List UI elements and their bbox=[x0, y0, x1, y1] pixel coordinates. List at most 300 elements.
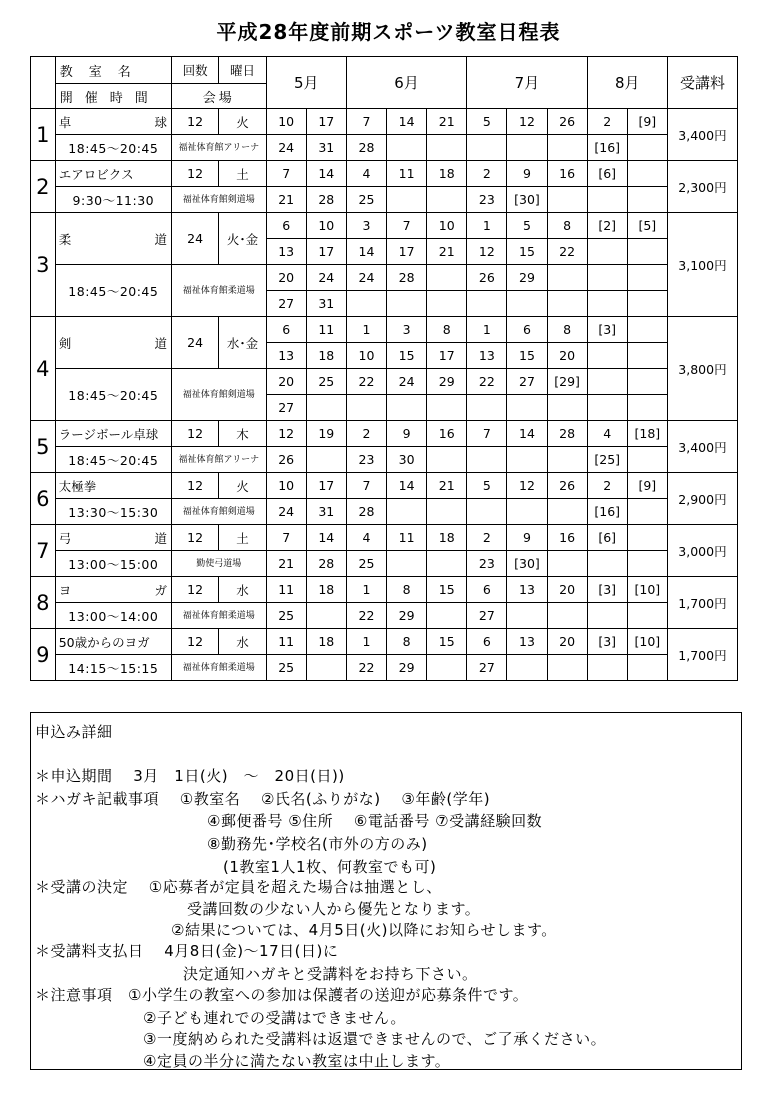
date-cell: [30] bbox=[507, 551, 547, 577]
date-cell: 26 bbox=[467, 265, 507, 291]
date-cell: 16 bbox=[427, 421, 467, 447]
date-cell: 17 bbox=[306, 473, 346, 499]
class-name-text bbox=[59, 165, 171, 183]
date-cell bbox=[627, 499, 667, 525]
date-cell: [30] bbox=[507, 187, 547, 213]
class-time: 18:45～20:45 bbox=[55, 369, 171, 421]
date-cell: 22 bbox=[346, 369, 386, 395]
class-venue: 福祉体育館剣道場 bbox=[171, 187, 266, 213]
date-cell: 15 bbox=[427, 577, 467, 603]
date-cell: 28 bbox=[306, 187, 346, 213]
date-cell bbox=[507, 603, 547, 629]
date-cell bbox=[547, 265, 587, 291]
class-name-right: 道 bbox=[154, 530, 167, 546]
schedule-table bbox=[30, 56, 738, 681]
class-number: 8 bbox=[31, 577, 56, 629]
date-cell: 6 bbox=[467, 629, 507, 655]
details-line: ②子ども連れでの受講はできません。 bbox=[143, 1009, 406, 1027]
date-cell: 11 bbox=[266, 629, 306, 655]
class-name-text bbox=[59, 581, 171, 599]
date-cell bbox=[467, 291, 507, 317]
class-venue: 福祉体育館柔道場 bbox=[171, 603, 266, 629]
date-cell: 24 bbox=[266, 135, 306, 161]
date-cell: 21 bbox=[427, 109, 467, 135]
class-count: 12 bbox=[171, 629, 218, 655]
date-cell: 13 bbox=[467, 343, 507, 369]
date-cell: 8 bbox=[547, 213, 587, 239]
date-cell: 25 bbox=[306, 369, 346, 395]
date-cell bbox=[627, 239, 667, 265]
date-cell: 27 bbox=[467, 655, 507, 681]
class-time: 13:00～15:00 bbox=[55, 551, 171, 577]
date-cell: 19 bbox=[306, 421, 346, 447]
date-cell: [18] bbox=[627, 421, 667, 447]
date-cell: 10 bbox=[427, 213, 467, 239]
date-cell: 29 bbox=[387, 655, 427, 681]
class-time: 18:45～20:45 bbox=[55, 265, 171, 317]
date-cell bbox=[587, 603, 627, 629]
class-name-right: 球 bbox=[154, 114, 167, 130]
date-cell: 7 bbox=[266, 161, 306, 187]
class-venue: 福祉体育館剣道場 bbox=[171, 499, 266, 525]
date-cell bbox=[427, 551, 467, 577]
details-line: ＊ハガキ記載事項 ①教室名 ②氏名(ふりがな) ③年齢(学年) bbox=[35, 790, 491, 808]
class-name-left: ヨ bbox=[58, 582, 72, 598]
date-cell: 2 bbox=[467, 161, 507, 187]
date-cell bbox=[547, 395, 587, 421]
date-cell bbox=[547, 655, 587, 681]
date-cell bbox=[427, 655, 467, 681]
date-cell: 5 bbox=[467, 109, 507, 135]
date-cell bbox=[587, 265, 627, 291]
header-weekday: 曜日 bbox=[219, 57, 266, 84]
date-cell bbox=[306, 655, 346, 681]
class-fee: 1,700円 bbox=[667, 629, 737, 681]
class-name-left: 剣 bbox=[58, 335, 72, 351]
table-row bbox=[31, 629, 738, 655]
date-cell bbox=[587, 551, 627, 577]
date-cell: 2 bbox=[587, 109, 627, 135]
date-cell: 28 bbox=[346, 499, 386, 525]
class-count: 12 bbox=[171, 109, 218, 135]
class-fee: 2,300円 bbox=[667, 161, 737, 213]
date-cell: 24 bbox=[387, 369, 427, 395]
table-row bbox=[31, 525, 738, 551]
class-number: 2 bbox=[31, 161, 56, 213]
date-cell: 13 bbox=[507, 577, 547, 603]
class-name-right: 道 bbox=[154, 335, 167, 351]
details-line: 申込み詳細 bbox=[35, 723, 113, 741]
class-count: 12 bbox=[171, 525, 218, 551]
date-cell bbox=[587, 291, 627, 317]
date-cell: 1 bbox=[346, 629, 386, 655]
date-cell: 16 bbox=[547, 525, 587, 551]
table-row bbox=[31, 603, 738, 629]
date-cell: 14 bbox=[346, 239, 386, 265]
date-cell: 8 bbox=[427, 317, 467, 343]
date-cell: 26 bbox=[547, 109, 587, 135]
date-cell bbox=[547, 551, 587, 577]
date-cell: 23 bbox=[346, 447, 386, 473]
date-cell: [29] bbox=[547, 369, 587, 395]
header-month: 8月 bbox=[587, 57, 667, 109]
date-cell: 28 bbox=[306, 551, 346, 577]
class-weekday: 火 bbox=[219, 473, 266, 499]
date-cell: 10 bbox=[266, 109, 306, 135]
date-cell: [5] bbox=[627, 213, 667, 239]
date-cell: 20 bbox=[266, 369, 306, 395]
date-cell bbox=[427, 395, 467, 421]
date-cell bbox=[627, 447, 667, 473]
date-cell: 5 bbox=[467, 473, 507, 499]
date-cell: [16] bbox=[587, 135, 627, 161]
date-cell bbox=[306, 395, 346, 421]
date-cell: 18 bbox=[306, 343, 346, 369]
class-name bbox=[55, 629, 171, 655]
date-cell: 24 bbox=[266, 499, 306, 525]
date-cell: 21 bbox=[266, 187, 306, 213]
date-cell bbox=[387, 499, 427, 525]
date-cell bbox=[627, 161, 667, 187]
date-cell: 6 bbox=[507, 317, 547, 343]
date-cell: 6 bbox=[266, 213, 306, 239]
date-cell: 23 bbox=[467, 187, 507, 213]
header-month: 5月 bbox=[266, 57, 346, 109]
date-cell bbox=[627, 655, 667, 681]
date-cell: 8 bbox=[387, 629, 427, 655]
date-cell: 27 bbox=[266, 395, 306, 421]
table-row bbox=[31, 135, 738, 161]
date-cell: [25] bbox=[587, 447, 627, 473]
date-cell: 17 bbox=[427, 343, 467, 369]
date-cell: 1 bbox=[346, 317, 386, 343]
date-cell bbox=[427, 187, 467, 213]
date-cell bbox=[547, 447, 587, 473]
class-weekday: 木 bbox=[219, 421, 266, 447]
date-cell: 22 bbox=[547, 239, 587, 265]
class-count: 12 bbox=[171, 577, 218, 603]
date-cell bbox=[587, 187, 627, 213]
date-cell: 1 bbox=[467, 317, 507, 343]
class-name bbox=[55, 317, 171, 369]
date-cell: 13 bbox=[507, 629, 547, 655]
date-cell: 1 bbox=[467, 213, 507, 239]
class-venue: 福祉体育館剣道場 bbox=[171, 369, 266, 421]
date-cell: 11 bbox=[387, 161, 427, 187]
class-weekday: 火 bbox=[219, 109, 266, 135]
header-venue: 会場 bbox=[171, 84, 266, 109]
page-title: 平成28年度前期スポーツ教室日程表 bbox=[216, 20, 561, 44]
details-line: (1教室1人1枚、何教室でも可) bbox=[223, 858, 437, 876]
class-name-text bbox=[59, 477, 171, 495]
class-time: 9:30～11:30 bbox=[55, 187, 171, 213]
table-row bbox=[31, 317, 738, 343]
details-line: ②結果については、4月5日(火)以降にお知らせします。 bbox=[171, 921, 557, 939]
class-fee: 2,900円 bbox=[667, 473, 737, 525]
class-weekday: 土 bbox=[219, 161, 266, 187]
date-cell: 27 bbox=[507, 369, 547, 395]
date-cell bbox=[547, 135, 587, 161]
date-cell: [3] bbox=[587, 629, 627, 655]
details-line: ④郵便番号 ⑤住所 ⑥電話番号 ⑦受講経験回数 bbox=[207, 812, 543, 830]
class-time: 18:45～20:45 bbox=[55, 135, 171, 161]
date-cell: 12 bbox=[507, 473, 547, 499]
table-row bbox=[31, 447, 738, 473]
date-cell: 15 bbox=[387, 343, 427, 369]
date-cell: 21 bbox=[427, 473, 467, 499]
date-cell: 1 bbox=[346, 577, 386, 603]
date-cell: 10 bbox=[346, 343, 386, 369]
header-row-1 bbox=[31, 57, 738, 84]
date-cell bbox=[507, 447, 547, 473]
class-fee: 1,700円 bbox=[667, 577, 737, 629]
date-cell bbox=[547, 291, 587, 317]
date-cell bbox=[627, 265, 667, 291]
date-cell: 26 bbox=[266, 447, 306, 473]
date-cell: 12 bbox=[467, 239, 507, 265]
header-blank bbox=[31, 57, 56, 109]
class-name bbox=[55, 161, 171, 187]
date-cell: 18 bbox=[306, 629, 346, 655]
date-cell: 2 bbox=[467, 525, 507, 551]
date-cell bbox=[587, 369, 627, 395]
class-weekday: 火･金 bbox=[219, 213, 266, 265]
date-cell: 2 bbox=[346, 421, 386, 447]
date-cell: 20 bbox=[547, 629, 587, 655]
date-cell: 17 bbox=[306, 239, 346, 265]
table-row bbox=[31, 161, 738, 187]
class-name-text bbox=[59, 633, 171, 651]
class-name-right: ガ bbox=[154, 582, 167, 598]
date-cell bbox=[627, 603, 667, 629]
class-fee: 3,800円 bbox=[667, 317, 737, 421]
date-cell: 7 bbox=[346, 473, 386, 499]
date-cell: 15 bbox=[507, 239, 547, 265]
date-cell bbox=[547, 499, 587, 525]
details-line: ＊受講料支払日 4月8日(金)～17日(日)に bbox=[35, 942, 339, 960]
date-cell: 28 bbox=[547, 421, 587, 447]
date-cell: 15 bbox=[427, 629, 467, 655]
date-cell: 11 bbox=[266, 577, 306, 603]
class-venue: 福祉体育館柔道場 bbox=[171, 265, 266, 317]
class-time: 14:15～15:15 bbox=[55, 655, 171, 681]
date-cell: 25 bbox=[346, 551, 386, 577]
details-line: ＊受講の決定 ①応募者が定員を超えた場合は抽選とし、 bbox=[35, 878, 442, 896]
date-cell: [10] bbox=[627, 577, 667, 603]
class-venue: 勤使弓道場 bbox=[171, 551, 266, 577]
class-venue: 福祉体育館アリーナ bbox=[171, 135, 266, 161]
date-cell bbox=[306, 603, 346, 629]
date-cell bbox=[387, 187, 427, 213]
date-cell: [16] bbox=[587, 499, 627, 525]
date-cell: 10 bbox=[266, 473, 306, 499]
class-name bbox=[55, 473, 171, 499]
date-cell: [6] bbox=[587, 161, 627, 187]
date-cell: 29 bbox=[387, 603, 427, 629]
date-cell: 27 bbox=[266, 291, 306, 317]
header-month: 7月 bbox=[467, 57, 587, 109]
details-line: ④定員の半分に満たない教室は中止します。 bbox=[143, 1052, 451, 1070]
date-cell: [9] bbox=[627, 109, 667, 135]
class-name-left: ラージボール卓球 bbox=[58, 426, 159, 442]
class-name-left: 太極拳 bbox=[58, 478, 97, 494]
date-cell: 18 bbox=[427, 161, 467, 187]
date-cell: 31 bbox=[306, 291, 346, 317]
date-cell bbox=[427, 291, 467, 317]
table-row bbox=[31, 473, 738, 499]
date-cell: 4 bbox=[346, 525, 386, 551]
date-cell bbox=[507, 395, 547, 421]
table-row bbox=[31, 499, 738, 525]
date-cell: 8 bbox=[547, 317, 587, 343]
date-cell bbox=[587, 343, 627, 369]
date-cell: 9 bbox=[387, 421, 427, 447]
date-cell: 29 bbox=[427, 369, 467, 395]
date-cell bbox=[467, 395, 507, 421]
date-cell bbox=[627, 187, 667, 213]
class-fee: 3,400円 bbox=[667, 109, 737, 161]
date-cell: 22 bbox=[346, 655, 386, 681]
date-cell bbox=[627, 395, 667, 421]
date-cell: 16 bbox=[547, 161, 587, 187]
date-cell bbox=[346, 291, 386, 317]
date-cell: 10 bbox=[306, 213, 346, 239]
date-cell: 21 bbox=[427, 239, 467, 265]
date-cell bbox=[627, 317, 667, 343]
date-cell: 24 bbox=[346, 265, 386, 291]
date-cell: 7 bbox=[346, 109, 386, 135]
date-cell: [3] bbox=[587, 577, 627, 603]
table-row bbox=[31, 213, 738, 239]
class-name-left: エアロビクス bbox=[58, 166, 134, 182]
class-name bbox=[55, 213, 171, 265]
class-fee: 3,400円 bbox=[667, 421, 737, 473]
class-venue: 福祉体育館アリーナ bbox=[171, 447, 266, 473]
date-cell: 9 bbox=[507, 161, 547, 187]
date-cell bbox=[507, 135, 547, 161]
date-cell bbox=[467, 499, 507, 525]
class-name-left: 弓 bbox=[58, 530, 72, 546]
table-row bbox=[31, 655, 738, 681]
details-line: 決定通知ハガキと受講料をお持ち下さい。 bbox=[183, 965, 478, 983]
application-details-box bbox=[30, 712, 742, 1070]
date-cell: 31 bbox=[306, 499, 346, 525]
table-row bbox=[31, 187, 738, 213]
class-weekday: 水･金 bbox=[219, 317, 266, 369]
date-cell: 7 bbox=[467, 421, 507, 447]
date-cell: 31 bbox=[306, 135, 346, 161]
date-cell: 20 bbox=[547, 343, 587, 369]
date-cell: 26 bbox=[547, 473, 587, 499]
details-line: ⑧勤務先･学校名(市外の方のみ) bbox=[207, 835, 428, 853]
date-cell: 8 bbox=[387, 577, 427, 603]
table-row bbox=[31, 265, 738, 291]
date-cell: 6 bbox=[266, 317, 306, 343]
class-number: 4 bbox=[31, 317, 56, 421]
date-cell bbox=[627, 369, 667, 395]
class-time: 13:30～15:30 bbox=[55, 499, 171, 525]
header-classroom: 教室名 bbox=[55, 57, 171, 84]
date-cell: 5 bbox=[507, 213, 547, 239]
class-name-left: 50歳からのヨガ bbox=[58, 634, 150, 650]
date-cell: 15 bbox=[507, 343, 547, 369]
date-cell: [3] bbox=[587, 317, 627, 343]
date-cell bbox=[346, 395, 386, 421]
date-cell: 23 bbox=[467, 551, 507, 577]
class-name bbox=[55, 577, 171, 603]
class-name-text bbox=[59, 113, 171, 131]
table-row bbox=[31, 577, 738, 603]
date-cell: 13 bbox=[266, 343, 306, 369]
date-cell: 18 bbox=[306, 577, 346, 603]
date-cell: 14 bbox=[507, 421, 547, 447]
date-cell bbox=[507, 655, 547, 681]
class-count: 12 bbox=[171, 161, 218, 187]
date-cell bbox=[387, 395, 427, 421]
date-cell bbox=[467, 447, 507, 473]
class-weekday: 水 bbox=[219, 629, 266, 655]
date-cell bbox=[627, 343, 667, 369]
date-cell: 29 bbox=[507, 265, 547, 291]
date-cell: 30 bbox=[387, 447, 427, 473]
date-cell: 24 bbox=[306, 265, 346, 291]
date-cell bbox=[427, 447, 467, 473]
date-cell bbox=[387, 291, 427, 317]
class-time: 18:45～20:45 bbox=[55, 447, 171, 473]
date-cell bbox=[547, 187, 587, 213]
date-cell: 4 bbox=[587, 421, 627, 447]
class-name-text bbox=[59, 529, 171, 547]
date-cell: 21 bbox=[266, 551, 306, 577]
date-cell bbox=[627, 525, 667, 551]
class-name bbox=[55, 421, 171, 447]
class-name-text bbox=[59, 230, 171, 248]
date-cell: 14 bbox=[306, 161, 346, 187]
date-cell: 27 bbox=[467, 603, 507, 629]
class-name bbox=[55, 109, 171, 135]
date-cell bbox=[587, 655, 627, 681]
class-name-left: 柔 bbox=[58, 231, 72, 247]
date-cell bbox=[587, 239, 627, 265]
header-datetime: 開催時間 bbox=[55, 84, 171, 109]
date-cell bbox=[507, 291, 547, 317]
date-cell: 20 bbox=[547, 577, 587, 603]
date-cell bbox=[627, 291, 667, 317]
date-cell: 17 bbox=[306, 109, 346, 135]
date-cell: 14 bbox=[306, 525, 346, 551]
details-line: ＊注意事項 ①小学生の教室への参加は保護者の送迎が応募条件です。 bbox=[35, 986, 529, 1004]
date-cell: 11 bbox=[306, 317, 346, 343]
date-cell: 11 bbox=[387, 525, 427, 551]
table-row bbox=[31, 551, 738, 577]
details-line: 受講回数の少ない人から優先となります。 bbox=[187, 900, 481, 918]
date-cell: 2 bbox=[587, 473, 627, 499]
date-cell: 6 bbox=[467, 577, 507, 603]
table-row bbox=[31, 109, 738, 135]
class-name-text bbox=[59, 334, 171, 352]
class-fee: 3,100円 bbox=[667, 213, 737, 317]
date-cell: 14 bbox=[387, 473, 427, 499]
date-cell: 25 bbox=[266, 603, 306, 629]
date-cell: 13 bbox=[266, 239, 306, 265]
class-count: 24 bbox=[171, 213, 218, 265]
class-name-text bbox=[59, 425, 171, 443]
date-cell bbox=[627, 551, 667, 577]
date-cell: 17 bbox=[387, 239, 427, 265]
date-cell: 20 bbox=[266, 265, 306, 291]
date-cell: 4 bbox=[346, 161, 386, 187]
date-cell: 7 bbox=[266, 525, 306, 551]
